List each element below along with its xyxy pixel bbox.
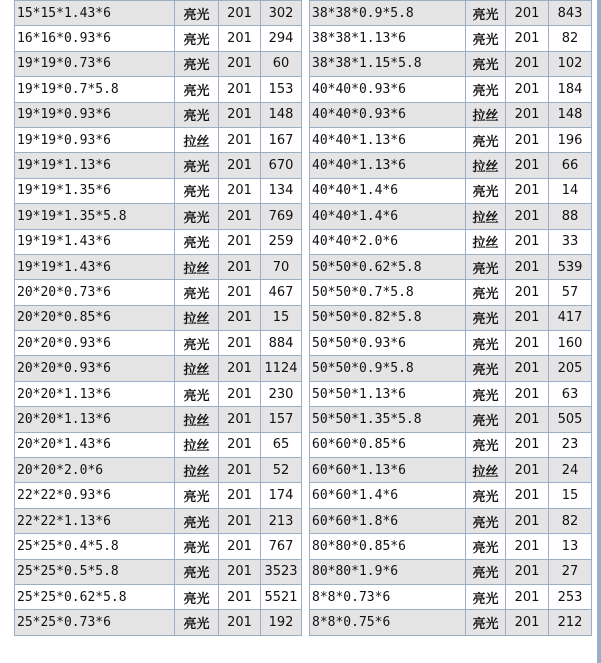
qty-cell: 88 [549,204,592,229]
table-row [310,229,592,254]
finish-cell: 亮光 [175,153,219,178]
table-row [15,508,302,533]
spec-cell: 40*40*1.4*6 [310,178,466,203]
qty-cell: 884 [261,331,302,356]
finish-cell: 亮光 [466,26,506,51]
finish-cell: 拉丝 [175,127,219,152]
finish-cell: 亮光 [175,1,219,26]
qty-cell: 15 [261,305,302,330]
table-row [15,178,302,203]
spec-cell: 19*19*1.13*6 [15,153,175,178]
finish-cell: 亮光 [466,77,506,102]
qty-cell: 769 [261,204,302,229]
finish-cell: 亮光 [175,178,219,203]
spec-cell: 50*50*0.62*5.8 [310,254,466,279]
spec-cell: 19*19*1.43*6 [15,254,175,279]
table-row [15,458,302,483]
grade-cell: 201 [219,102,261,127]
table-row [15,26,302,51]
grade-cell: 201 [219,204,261,229]
grade-cell: 201 [506,204,549,229]
table-row [310,559,592,584]
spec-cell: 40*40*1.4*6 [310,204,466,229]
grade-cell: 201 [506,458,549,483]
spec-cell: 60*60*1.4*6 [310,483,466,508]
table-row [15,51,302,76]
finish-cell: 亮光 [175,26,219,51]
table-row [310,483,592,508]
spec-cell: 19*19*0.7*5.8 [15,77,175,102]
table-row [15,483,302,508]
table-row [310,280,592,305]
finish-cell: 亮光 [466,610,506,635]
finish-cell: 亮光 [466,559,506,584]
spec-cell: 50*50*1.35*5.8 [310,407,466,432]
qty-cell: 23 [549,432,592,457]
grade-cell: 201 [506,483,549,508]
qty-cell: 157 [261,407,302,432]
finish-cell: 亮光 [466,534,506,559]
grade-cell: 201 [219,127,261,152]
grade-cell: 201 [219,153,261,178]
spec-cell: 20*20*2.0*6 [15,458,175,483]
spec-cell: 19*19*0.73*6 [15,51,175,76]
spec-cell: 20*20*1.43*6 [15,432,175,457]
table-row [310,381,592,406]
finish-cell: 亮光 [175,102,219,127]
table-row [310,26,592,51]
spec-cell: 38*38*1.15*5.8 [310,51,466,76]
grade-cell: 201 [219,584,261,609]
table-row [310,254,592,279]
table-row [310,356,592,381]
finish-cell: 亮光 [175,77,219,102]
spec-cell: 25*25*0.62*5.8 [15,584,175,609]
grade-cell: 201 [506,254,549,279]
finish-cell: 亮光 [175,331,219,356]
qty-cell: 70 [261,254,302,279]
finish-cell: 亮光 [466,305,506,330]
table-row [310,508,592,533]
finish-cell: 拉丝 [175,254,219,279]
grade-cell: 201 [506,432,549,457]
finish-cell: 亮光 [466,280,506,305]
finish-cell: 拉丝 [175,432,219,457]
table-row [310,178,592,203]
spec-cell: 60*60*0.85*6 [310,432,466,457]
table-row [15,204,302,229]
finish-cell: 亮光 [175,381,219,406]
spec-cell: 25*25*0.5*5.8 [15,559,175,584]
finish-cell: 亮光 [466,508,506,533]
grade-cell: 201 [506,178,549,203]
finish-cell: 亮光 [466,1,506,26]
spec-cell: 15*15*1.43*6 [15,1,175,26]
finish-cell: 拉丝 [175,407,219,432]
table-row [15,127,302,152]
grade-cell: 201 [219,534,261,559]
finish-cell: 拉丝 [466,204,506,229]
qty-cell: 33 [549,229,592,254]
finish-cell: 亮光 [175,584,219,609]
qty-cell: 14 [549,178,592,203]
qty-cell: 302 [261,1,302,26]
inventory-table-right [309,0,592,636]
qty-cell: 24 [549,458,592,483]
qty-cell: 102 [549,51,592,76]
spec-cell: 19*19*0.93*6 [15,127,175,152]
right-table-body [310,1,592,636]
qty-cell: 52 [261,458,302,483]
spec-cell: 25*25*0.73*6 [15,610,175,635]
table-row [310,204,592,229]
qty-cell: 134 [261,178,302,203]
finish-cell: 亮光 [175,483,219,508]
grade-cell: 201 [219,178,261,203]
spec-cell: 50*50*0.82*5.8 [310,305,466,330]
finish-cell: 亮光 [466,127,506,152]
spec-cell: 22*22*1.13*6 [15,508,175,533]
qty-cell: 1124 [261,356,302,381]
grade-cell: 201 [219,77,261,102]
spec-cell: 50*50*0.93*6 [310,331,466,356]
qty-cell: 843 [549,1,592,26]
table-row [310,51,592,76]
grade-cell: 201 [506,407,549,432]
grade-cell: 201 [219,1,261,26]
table-row [310,331,592,356]
grade-cell: 201 [506,381,549,406]
finish-cell: 亮光 [175,51,219,76]
spec-cell: 20*20*0.73*6 [15,280,175,305]
table-row [15,610,302,635]
grade-cell: 201 [219,407,261,432]
table-row [15,229,302,254]
spec-cell: 38*38*1.13*6 [310,26,466,51]
table-row [15,432,302,457]
grade-cell: 201 [506,51,549,76]
grade-cell: 201 [506,559,549,584]
qty-cell: 82 [549,508,592,533]
grade-cell: 201 [219,356,261,381]
grade-cell: 201 [219,483,261,508]
table-row [15,534,302,559]
grade-cell: 201 [219,458,261,483]
qty-cell: 63 [549,381,592,406]
table-row [310,77,592,102]
spec-cell: 60*60*1.13*6 [310,458,466,483]
qty-cell: 66 [549,153,592,178]
qty-cell: 505 [549,407,592,432]
grade-cell: 201 [506,26,549,51]
finish-cell: 亮光 [466,584,506,609]
finish-cell: 拉丝 [175,458,219,483]
qty-cell: 3523 [261,559,302,584]
finish-cell: 亮光 [466,381,506,406]
finish-cell: 亮光 [175,534,219,559]
grade-cell: 201 [506,1,549,26]
grade-cell: 201 [506,153,549,178]
finish-cell: 拉丝 [175,356,219,381]
spec-cell: 80*80*1.9*6 [310,559,466,584]
qty-cell: 153 [261,77,302,102]
qty-cell: 213 [261,508,302,533]
grade-cell: 201 [219,26,261,51]
table-row [15,102,302,127]
finish-cell: 亮光 [466,178,506,203]
qty-cell: 15 [549,483,592,508]
grade-cell: 201 [506,305,549,330]
table-row [310,610,592,635]
qty-cell: 192 [261,610,302,635]
spec-cell: 40*40*2.0*6 [310,229,466,254]
spec-cell: 22*22*0.93*6 [15,483,175,508]
qty-cell: 57 [549,280,592,305]
grade-cell: 201 [219,254,261,279]
finish-cell: 亮光 [466,432,506,457]
spec-cell: 19*19*1.43*6 [15,229,175,254]
table-row [310,407,592,432]
table-row [310,458,592,483]
finish-cell: 拉丝 [466,458,506,483]
grade-cell: 201 [506,102,549,127]
grade-cell: 201 [506,280,549,305]
spec-cell: 19*19*1.35*5.8 [15,204,175,229]
grade-cell: 201 [219,51,261,76]
qty-cell: 174 [261,483,302,508]
table-row [15,77,302,102]
finish-cell: 亮光 [175,508,219,533]
qty-cell: 259 [261,229,302,254]
finish-cell: 拉丝 [175,305,219,330]
spec-cell: 8*8*0.73*6 [310,584,466,609]
finish-cell: 亮光 [466,51,506,76]
qty-cell: 294 [261,26,302,51]
table-row [310,1,592,26]
spec-cell: 20*20*0.85*6 [15,305,175,330]
table-row [310,127,592,152]
qty-cell: 60 [261,51,302,76]
grade-cell: 201 [219,229,261,254]
table-row [310,153,592,178]
grade-cell: 201 [506,534,549,559]
qty-cell: 417 [549,305,592,330]
qty-cell: 230 [261,381,302,406]
finish-cell: 拉丝 [466,153,506,178]
grade-cell: 201 [506,77,549,102]
finish-cell: 亮光 [175,280,219,305]
grade-cell: 201 [219,305,261,330]
spec-cell: 80*80*0.85*6 [310,534,466,559]
spec-cell: 60*60*1.8*6 [310,508,466,533]
table-row [310,534,592,559]
qty-cell: 539 [549,254,592,279]
qty-cell: 670 [261,153,302,178]
table-row [15,305,302,330]
spec-cell: 40*40*0.93*6 [310,102,466,127]
spec-cell: 40*40*1.13*6 [310,153,466,178]
inventory-table-left [14,0,302,636]
finish-cell: 亮光 [466,407,506,432]
table-row [310,584,592,609]
qty-cell: 82 [549,26,592,51]
grade-cell: 201 [506,331,549,356]
finish-cell: 亮光 [466,331,506,356]
qty-cell: 767 [261,534,302,559]
grade-cell: 201 [219,331,261,356]
table-row [15,153,302,178]
finish-cell: 亮光 [466,254,506,279]
grade-cell: 201 [219,559,261,584]
spec-cell: 25*25*0.4*5.8 [15,534,175,559]
finish-cell: 拉丝 [466,229,506,254]
spec-cell: 20*20*0.93*6 [15,331,175,356]
qty-cell: 253 [549,584,592,609]
finish-cell: 亮光 [175,204,219,229]
spec-cell: 16*16*0.93*6 [15,26,175,51]
qty-cell: 27 [549,559,592,584]
finish-cell: 亮光 [175,229,219,254]
grade-cell: 201 [219,280,261,305]
qty-cell: 148 [549,102,592,127]
qty-cell: 5521 [261,584,302,609]
table-row [15,584,302,609]
table-row [15,280,302,305]
spec-cell: 40*40*0.93*6 [310,77,466,102]
table-row [15,1,302,26]
table-row [310,102,592,127]
qty-cell: 467 [261,280,302,305]
grade-cell: 201 [506,356,549,381]
spec-cell: 20*20*1.13*6 [15,381,175,406]
spec-cell: 8*8*0.75*6 [310,610,466,635]
finish-cell: 亮光 [466,483,506,508]
spec-cell: 50*50*0.9*5.8 [310,356,466,381]
qty-cell: 196 [549,127,592,152]
spec-cell: 19*19*1.35*6 [15,178,175,203]
table-row [15,254,302,279]
finish-cell: 亮光 [466,356,506,381]
table-row [310,432,592,457]
spec-cell: 40*40*1.13*6 [310,127,466,152]
qty-cell: 167 [261,127,302,152]
finish-cell: 亮光 [175,610,219,635]
qty-cell: 212 [549,610,592,635]
spec-cell: 20*20*1.13*6 [15,407,175,432]
spec-cell: 50*50*1.13*6 [310,381,466,406]
finish-cell: 拉丝 [466,102,506,127]
spec-cell: 20*20*0.93*6 [15,356,175,381]
finish-cell: 亮光 [175,559,219,584]
grade-cell: 201 [219,508,261,533]
qty-cell: 205 [549,356,592,381]
grade-cell: 201 [219,381,261,406]
grade-cell: 201 [506,127,549,152]
qty-cell: 65 [261,432,302,457]
table-row [15,356,302,381]
qty-cell: 160 [549,331,592,356]
spec-cell: 19*19*0.93*6 [15,102,175,127]
table-row [15,331,302,356]
table-row [15,559,302,584]
table-row [15,381,302,406]
spec-cell: 50*50*0.7*5.8 [310,280,466,305]
grade-cell: 201 [506,229,549,254]
grade-cell: 201 [506,584,549,609]
right-edge-bar [597,0,601,663]
table-row [310,305,592,330]
grade-cell: 201 [506,610,549,635]
spec-cell: 38*38*0.9*5.8 [310,1,466,26]
grade-cell: 201 [506,508,549,533]
qty-cell: 148 [261,102,302,127]
grade-cell: 201 [219,432,261,457]
left-table-body [15,1,302,636]
qty-cell: 13 [549,534,592,559]
table-row [15,407,302,432]
qty-cell: 184 [549,77,592,102]
grade-cell: 201 [219,610,261,635]
